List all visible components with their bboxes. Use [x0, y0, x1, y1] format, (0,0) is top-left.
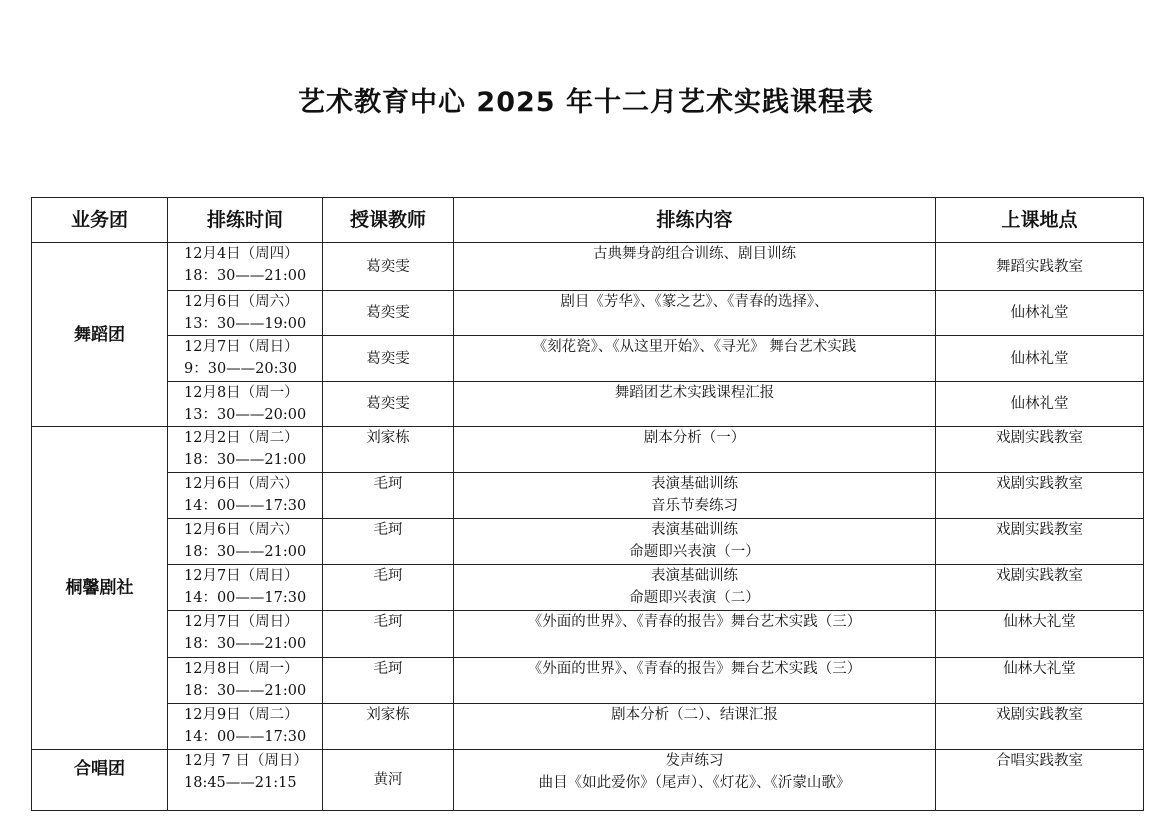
location-cell: 仙林大礼堂 [936, 658, 1144, 704]
rehearsal-hours: 9：30——20:30 [184, 361, 297, 377]
teacher-cell: 葛奕雯 [323, 336, 454, 382]
content-line: 《刻花瓷》、《从这里开始》、《寻光》 舞台艺术实践 [532, 339, 857, 355]
time-cell [168, 336, 323, 382]
location-cell: 仙林礼堂 [936, 382, 1144, 427]
location-cell: 戏剧实践教室 [936, 704, 1144, 750]
location-cell: 戏剧实践教室 [936, 565, 1144, 611]
content-cell [454, 750, 936, 811]
content-line: 剧本分析（二）、结课汇报 [611, 707, 778, 723]
time-cell [168, 704, 323, 750]
rehearsal-date: 12月7日（周日） [184, 339, 299, 355]
rehearsal-hours: 14：00——17:30 [184, 590, 307, 606]
rehearsal-date: 12月9日（周二） [184, 707, 299, 723]
content-line: 曲目《如此爱你》（尾声）、《灯花》、《沂蒙山歌》 [538, 775, 851, 791]
location-cell: 戏剧实践教室 [936, 519, 1144, 565]
content-line: 命题即兴表演（一） [629, 544, 760, 560]
time-cell [168, 611, 323, 658]
schedule-body [32, 243, 1144, 811]
rehearsal-hours: 13：30——20:00 [184, 407, 307, 423]
content-line: 发声练习 [665, 753, 724, 769]
location-cell: 合唱实践教室 [936, 750, 1144, 811]
location-cell: 舞蹈实践教室 [936, 243, 1144, 291]
rehearsal-hours: 14：00——17:30 [184, 729, 307, 745]
teacher-cell: 毛珂 [323, 565, 454, 611]
group-name-cell: 舞蹈团 [32, 243, 168, 427]
header-teacher: 授课教师 [323, 198, 454, 243]
content-line: 表演基础训练 [651, 476, 738, 492]
time-cell [168, 291, 323, 336]
rehearsal-hours: 18：30——21:00 [184, 544, 307, 560]
group-name-cell: 合唱团 [32, 750, 168, 811]
content-cell [454, 291, 936, 336]
location-cell: 仙林礼堂 [936, 336, 1144, 382]
table-row [32, 291, 1144, 336]
table-row [32, 243, 1144, 291]
rehearsal-hours: 14：00——17:30 [184, 498, 307, 514]
content-cell [454, 336, 936, 382]
header-location: 上课地点 [936, 198, 1144, 243]
content-line: 表演基础训练 [651, 568, 738, 584]
content-cell [454, 704, 936, 750]
header-group: 业务团 [32, 198, 168, 243]
content-cell [454, 565, 936, 611]
content-line: 表演基础训练 [651, 522, 738, 538]
rehearsal-date: 12月8日（周一） [184, 661, 299, 677]
table-row [32, 473, 1144, 519]
content-cell [454, 473, 936, 519]
teacher-cell: 葛奕雯 [323, 291, 454, 336]
content-line: 音乐节奏练习 [651, 498, 738, 514]
group-name-cell: 桐馨剧社 [32, 427, 168, 750]
content-line: 《外面的世界》、《青春的报告》舞台艺术实践（三） [527, 661, 862, 677]
content-cell [454, 658, 936, 704]
table-row [32, 519, 1144, 565]
content-cell [454, 519, 936, 565]
teacher-cell: 刘家栋 [323, 427, 454, 473]
teacher-cell: 刘家栋 [323, 704, 454, 750]
content-cell [454, 611, 936, 658]
header-row [32, 198, 1144, 243]
rehearsal-hours: 18：30——21:00 [184, 683, 307, 699]
location-cell: 戏剧实践教室 [936, 427, 1144, 473]
time-cell [168, 519, 323, 565]
rehearsal-date: 12月7日（周日） [184, 568, 299, 584]
rehearsal-hours: 18：30——21:00 [184, 636, 307, 652]
content-cell [454, 382, 936, 427]
table-row [32, 611, 1144, 658]
rehearsal-hours: 13：30——19:00 [184, 316, 307, 332]
table-row [32, 336, 1144, 382]
rehearsal-date: 12月8日（周一） [184, 385, 299, 401]
table-row [32, 427, 1144, 473]
header-time: 排练时间 [168, 198, 323, 243]
teacher-cell: 毛珂 [323, 658, 454, 704]
location-cell: 戏剧实践教室 [936, 473, 1144, 519]
teacher-cell: 葛奕雯 [323, 382, 454, 427]
teacher-cell: 黄河 [323, 750, 454, 811]
rehearsal-date: 12月4日（周四） [184, 246, 299, 262]
time-cell [168, 565, 323, 611]
content-line: 舞蹈团艺术实践课程汇报 [614, 385, 775, 401]
location-cell: 仙林大礼堂 [936, 611, 1144, 658]
teacher-cell: 毛珂 [323, 473, 454, 519]
table-row [32, 565, 1144, 611]
header-content: 排练内容 [454, 198, 936, 243]
table-row [32, 382, 1144, 427]
content-cell [454, 243, 936, 291]
time-cell [168, 473, 323, 519]
content-cell [454, 427, 936, 473]
rehearsal-date: 12月2日（周二） [184, 430, 299, 446]
rehearsal-hours: 18：30——21:00 [184, 268, 307, 284]
rehearsal-hours: 18:45——21:15 [184, 775, 297, 791]
table-row [32, 750, 1144, 811]
table-row [32, 658, 1144, 704]
location-cell: 仙林礼堂 [936, 291, 1144, 336]
teacher-cell: 毛珂 [323, 611, 454, 658]
rehearsal-date: 12月6日（周六） [184, 476, 299, 492]
time-cell [168, 658, 323, 704]
rehearsal-date: 12月7日（周日） [184, 614, 299, 630]
time-cell [168, 427, 323, 473]
table-row [32, 704, 1144, 750]
content-line: 剧本分析（一） [643, 430, 746, 446]
rehearsal-date: 12月6日（周六） [184, 294, 299, 310]
content-line: 《外面的世界》、《青春的报告》舞台艺术实践（三） [527, 614, 862, 630]
rehearsal-hours: 18：30——21:00 [184, 452, 307, 468]
content-line: 命题即兴表演（二） [629, 590, 760, 606]
rehearsal-date: 12月 7 日（周日） [184, 753, 308, 769]
content-line: 古典舞身韵组合训练、剧目训练 [593, 246, 796, 262]
time-cell [168, 382, 323, 427]
time-cell [168, 243, 323, 291]
time-cell [168, 750, 323, 811]
teacher-cell: 葛奕雯 [323, 243, 454, 291]
teacher-cell: 毛珂 [323, 519, 454, 565]
page-title: 艺术教育中心 2025 年十二月艺术实践课程表 [298, 87, 874, 118]
schedule-table [31, 197, 1144, 811]
rehearsal-date: 12月6日（周六） [184, 522, 299, 538]
content-line: 剧目《芳华》、《篆之艺》、《青春的选择》、 [560, 294, 829, 310]
